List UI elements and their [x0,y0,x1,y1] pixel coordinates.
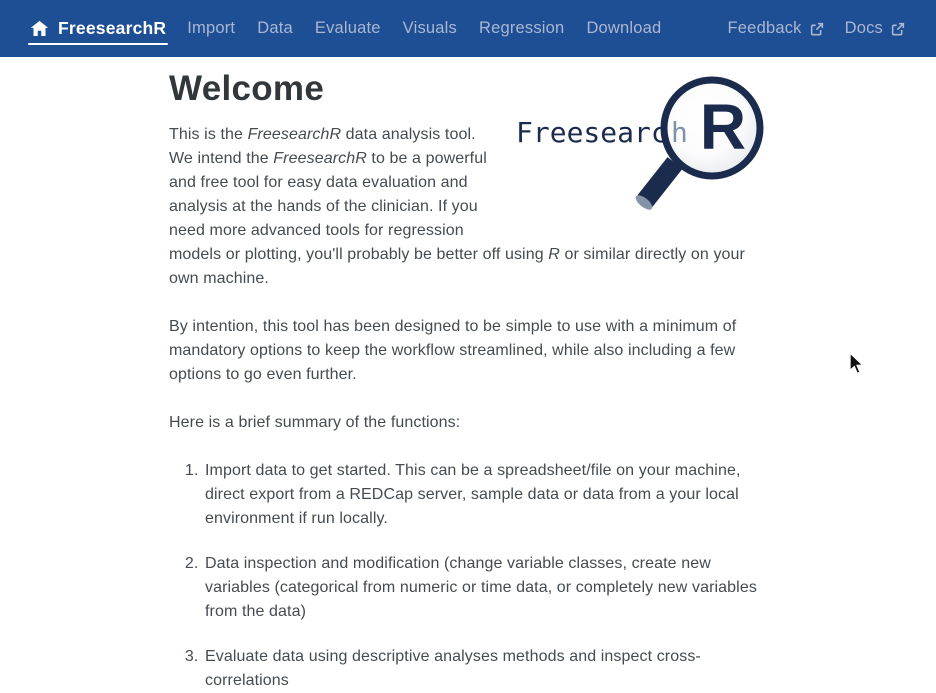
nav-tabs [176,0,672,57]
feedback-label: Feedback [727,19,802,37]
logo-text-r: R [699,91,747,163]
docs-label: Docs [844,19,883,37]
freesearchr-logo [514,66,767,216]
intro-paragraph: This is the FreesearchR data analysis tool. We intend the FreesearchR to be a powerful and free tool for easy data evaluation and analysis at the hands of the clinician. If you need more advanced tools for regression models or plotting, you'll probably be better off using R or similar directly on your own machine. [169,126,745,288]
nav-item-regression[interactable]: Regression [478,19,565,37]
magnifier-handle [645,163,675,201]
list-item-data: 2. Data inspection and modification (change variable classes, create new variables (categorical from numeric or time data, or completely new variables from the data) [203,552,767,624]
list-item-evaluate: 3. Evaluate data using descriptive analyses methods and inspect cross-correlations [203,645,767,693]
list-item-import: 1. Import data to get started. This can be a spreadsheet/file on your machine, direct export from a REDCap server, sample data or data from a your local environment if run locally. [203,459,767,531]
external-link-icon [890,21,906,37]
page-title: Welcome [169,69,325,108]
logo-text-main: Freesearc [516,116,668,149]
mouse-cursor [846,352,866,376]
logo-text-faded: h [671,116,688,149]
external-link-icon [809,21,825,37]
nav-right-links [718,0,916,57]
top-navbar [0,0,936,57]
brand-label: FreesearchR [58,18,167,38]
nav-item-feedback[interactable] [718,0,835,57]
welcome-page [169,57,767,693]
nav-item-visuals[interactable]: Visuals [402,19,457,37]
nav-item-evaluate[interactable]: Evaluate [314,19,381,37]
nav-item-download[interactable]: Download [586,19,662,37]
nav-item-import[interactable]: Import [187,19,236,37]
home-icon [30,19,49,38]
summary-lead-paragraph: Here is a brief summary of the functions: [169,414,461,432]
intention-paragraph: By intention, this tool has been designed to be simple to use with a minimum of mandatory options to keep the workflow streamlined, while also including a few options to go even further. [169,318,737,384]
nav-item-docs[interactable] [835,0,916,57]
function-summary-list [169,459,767,693]
nav-item-data[interactable]: Data [257,19,293,37]
nav-brand-home[interactable] [30,0,166,57]
